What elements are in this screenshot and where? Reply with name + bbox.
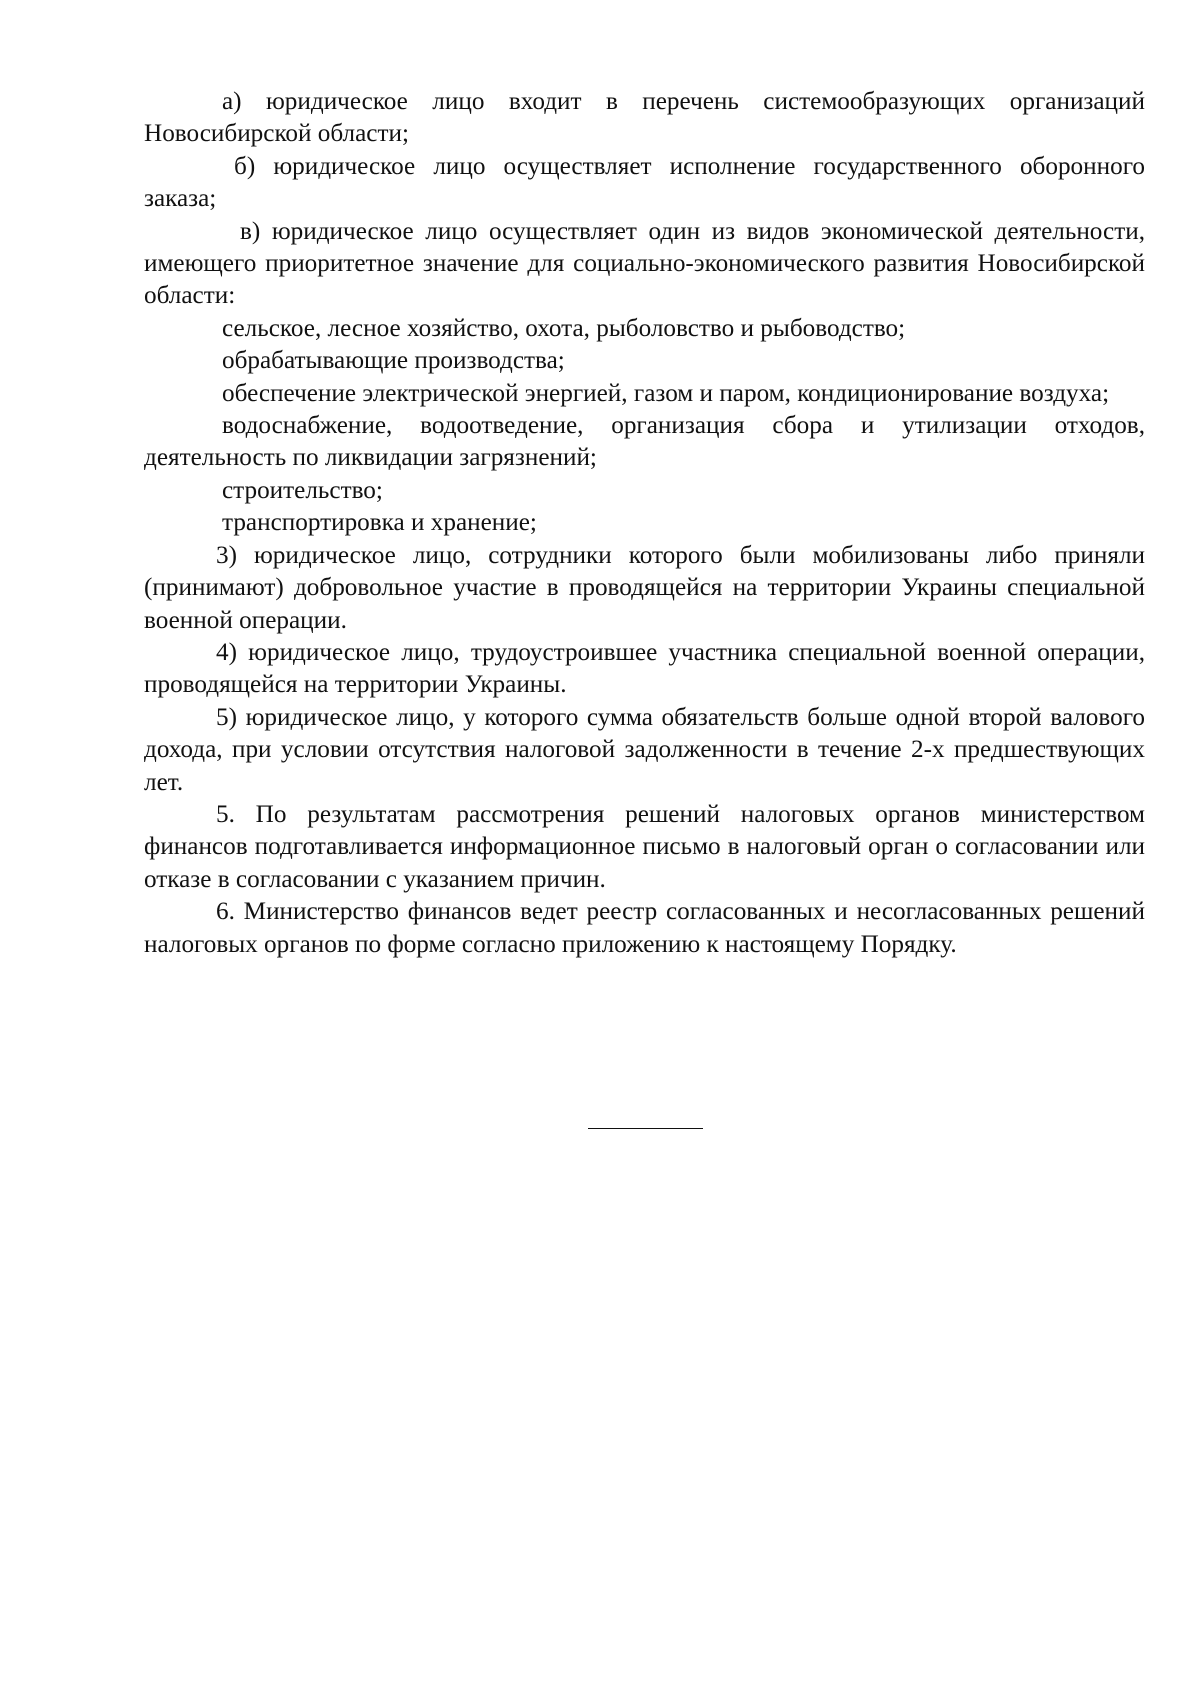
paragraph-section-5: 5. По результатам рассмотрения решений налоговых органов министерством финансов подготавливается информационное письмо в налоговый орган о согласовании или отказе в согласовании с указанием причин. [144,800,1145,893]
list-item-agriculture: сельское, лесное хозяйство, охота, рыболовство и рыбоводство; [222,314,906,342]
paragraph-subitem-v: в) юридическое лицо осуществляет один из видов экономической деятельности, имеющего приоритетное значение для социально-экономического развития Новосибирской области: [144,217,1145,310]
paragraph-subitem-a: а) юридическое лицо входит в перечень системообразующих организаций Новосибирской области; [144,88,1145,148]
paragraph-item-4: 4) юридическое лицо, трудоустроившее участника специальной военной операции, проводящейся на территории Украины. [144,638,1145,699]
list-item-water-supply: водоснабжение, водоотведение, организация сбора и утилизации отходов, деятельность по ликвидации загрязнений; [144,412,1145,472]
list-item-manufacturing: обрабатывающие производства; [222,347,565,375]
list-item-transport: транспортировка и хранение; [222,509,537,537]
paragraph-section-6: 6. Министерство финансов ведет реестр согласованных и несогласованных решений налоговых органов по форме согласно приложению к настоящему Порядку. [144,898,1145,958]
paragraph-item-3: 3) юридическое лицо, сотрудники которого были мобилизованы либо приняли (принимают) добровольное участие в проводящейся на территории Украины специальной военной операции. [144,541,1145,634]
end-of-document-divider [588,1128,703,1129]
list-item-energy: обеспечение электрической энергией, газом и паром, кондиционирование воздуха; [222,379,1110,407]
list-item-construction: строительство; [222,476,383,504]
paragraph-subitem-b: б) юридическое лицо осуществляет исполнение государственного оборонного заказа; [144,152,1145,213]
paragraph-item-5-subitem: 5) юридическое лицо, у которого сумма обязательств больше одной второй валового дохода, при условии отсутствия налоговой задолженности в течение 2-х предшествующих лет. [144,703,1145,796]
document-body [144,86,1145,961]
